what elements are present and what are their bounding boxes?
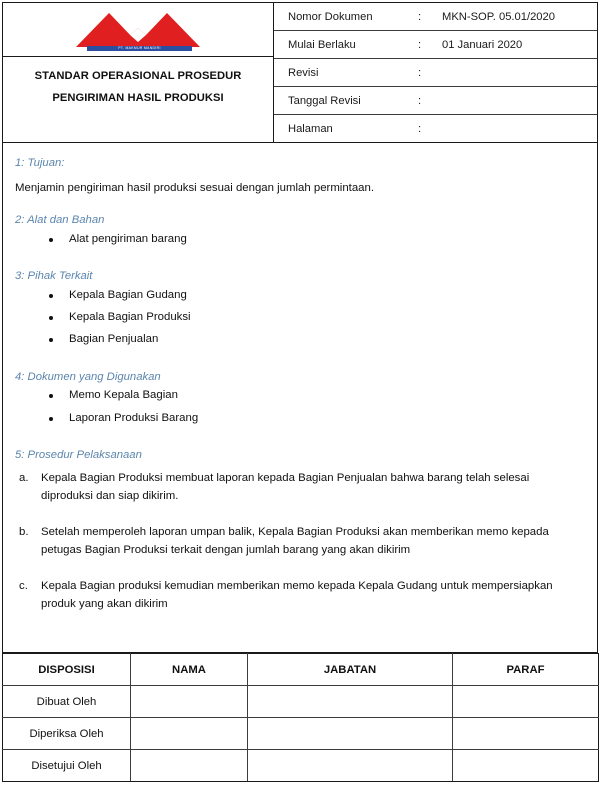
meta-label: Mulai Berlaku	[288, 38, 356, 51]
step-text: Kepala Bagian produksi kemudian memberikan memo kepada Kepala Gudang untuk mempersiapkan produk yang akan dikirim	[41, 579, 553, 611]
section-heading-tujuan: 1: Tujuan:	[15, 157, 65, 169]
document-title-line-1: STANDAR OPERASIONAL PROSEDUR	[34, 70, 242, 82]
step-text: Kepala Bagian Produksi membuat laporan kepada Bagian Penjualan bahwa barang telah selesai diproduksi dan siap dikirim.	[41, 471, 530, 503]
cell-nama[interactable]	[131, 718, 248, 750]
cell-jabatan[interactable]	[248, 750, 453, 782]
column-header-paraf: PARAF	[453, 654, 599, 686]
cell-disposisi: Disetujui Oleh	[3, 750, 131, 782]
column-header-nama: NAMA	[131, 654, 248, 686]
meta-label: Revisi	[288, 66, 319, 79]
logo-name-text: PT. MAKMUR MANDIRI	[118, 45, 161, 50]
document-title-line-2: PENGIRIMAN HASIL PRODUKSI	[52, 91, 224, 104]
logo-cell	[3, 3, 273, 57]
table-row	[3, 750, 599, 782]
step-text: Setelah memperoleh laporan umpan balik, Kepala Bagian Produksi akan memberikan memo kepada petugas Bagian Produksi terkait dengan jumlah barang yang akan dikirim	[41, 525, 549, 557]
section-heading-prosedur: 5: Prosedur Pelaksanaan	[15, 449, 142, 462]
list-item: Kepala Bagian Produksi	[15, 312, 585, 334]
column-header-disposisi: DISPOSISI	[3, 654, 131, 686]
cell-paraf[interactable]	[453, 750, 599, 782]
meta-label: Halaman	[288, 122, 333, 135]
section-heading-dokumen: 4: Dokumen yang Digunakan	[15, 370, 161, 383]
cell-paraf[interactable]	[453, 718, 599, 750]
logo-name-bar	[87, 46, 192, 51]
header-title-block	[3, 3, 274, 142]
list-item: Kepala Bagian Gudang	[15, 290, 585, 312]
list-item: Alat pengiriman barang	[15, 234, 585, 256]
meta-colon: :	[418, 38, 422, 51]
step-marker: a.	[19, 471, 29, 484]
cell-jabatan[interactable]	[248, 686, 453, 718]
disposition-table	[2, 653, 599, 782]
cell-nama[interactable]	[131, 686, 248, 718]
column-header-jabatan: JABATAN	[248, 654, 453, 686]
meta-colon: :	[418, 122, 422, 135]
table-row	[3, 686, 599, 718]
step-marker: b.	[19, 525, 29, 538]
cell-disposisi: Dibuat Oleh	[3, 686, 131, 718]
cell-disposisi: Diperiksa Oleh	[3, 718, 131, 750]
meta-row-tanggal-revisi	[274, 87, 597, 115]
section-heading-pihak-terkait: 3: Pihak Terkait	[15, 270, 93, 283]
table-row	[3, 718, 599, 750]
meta-colon: :	[418, 10, 422, 23]
meta-value: MKN-SOP. 05.01/2020	[442, 10, 555, 23]
list-item: Laporan Produksi Barang	[15, 413, 585, 435]
document-meta-table	[274, 3, 597, 142]
meta-row-halaman	[274, 115, 597, 142]
step-marker: c.	[19, 579, 28, 592]
list-prosedur-pelaksanaan	[15, 469, 585, 614]
section-paragraph-tujuan: Menjamin pengiriman hasil produksi sesuai dengan jumlah permintaan.	[15, 181, 375, 194]
list-pihak-terkait	[15, 290, 585, 357]
table-header-row	[3, 654, 599, 686]
meta-colon: :	[418, 66, 422, 79]
procedure-step-a	[15, 469, 585, 506]
meta-label: Tanggal Revisi	[288, 94, 361, 107]
meta-row-revisi	[274, 59, 597, 87]
document-title	[3, 57, 273, 142]
list-item: Bagian Penjualan	[15, 334, 585, 356]
list-dokumen	[15, 390, 585, 435]
meta-row-nomor-dokumen	[274, 3, 597, 31]
company-mountain-logo	[72, 8, 204, 52]
meta-colon: :	[418, 94, 422, 107]
document-header	[2, 2, 598, 143]
cell-jabatan[interactable]	[248, 718, 453, 750]
meta-row-mulai-berlaku	[274, 31, 597, 59]
procedure-step-c	[15, 577, 585, 614]
section-heading-alat-dan-bahan: 2: Alat dan Bahan	[15, 214, 105, 227]
meta-value: 01 Januari 2020	[442, 38, 523, 51]
cell-nama[interactable]	[131, 750, 248, 782]
list-item: Memo Kepala Bagian	[15, 390, 585, 412]
cell-paraf[interactable]	[453, 686, 599, 718]
procedure-step-b	[15, 523, 585, 560]
meta-label: Nomor Dokumen	[288, 10, 373, 23]
document-body	[2, 143, 598, 653]
list-alat-dan-bahan	[15, 234, 585, 256]
